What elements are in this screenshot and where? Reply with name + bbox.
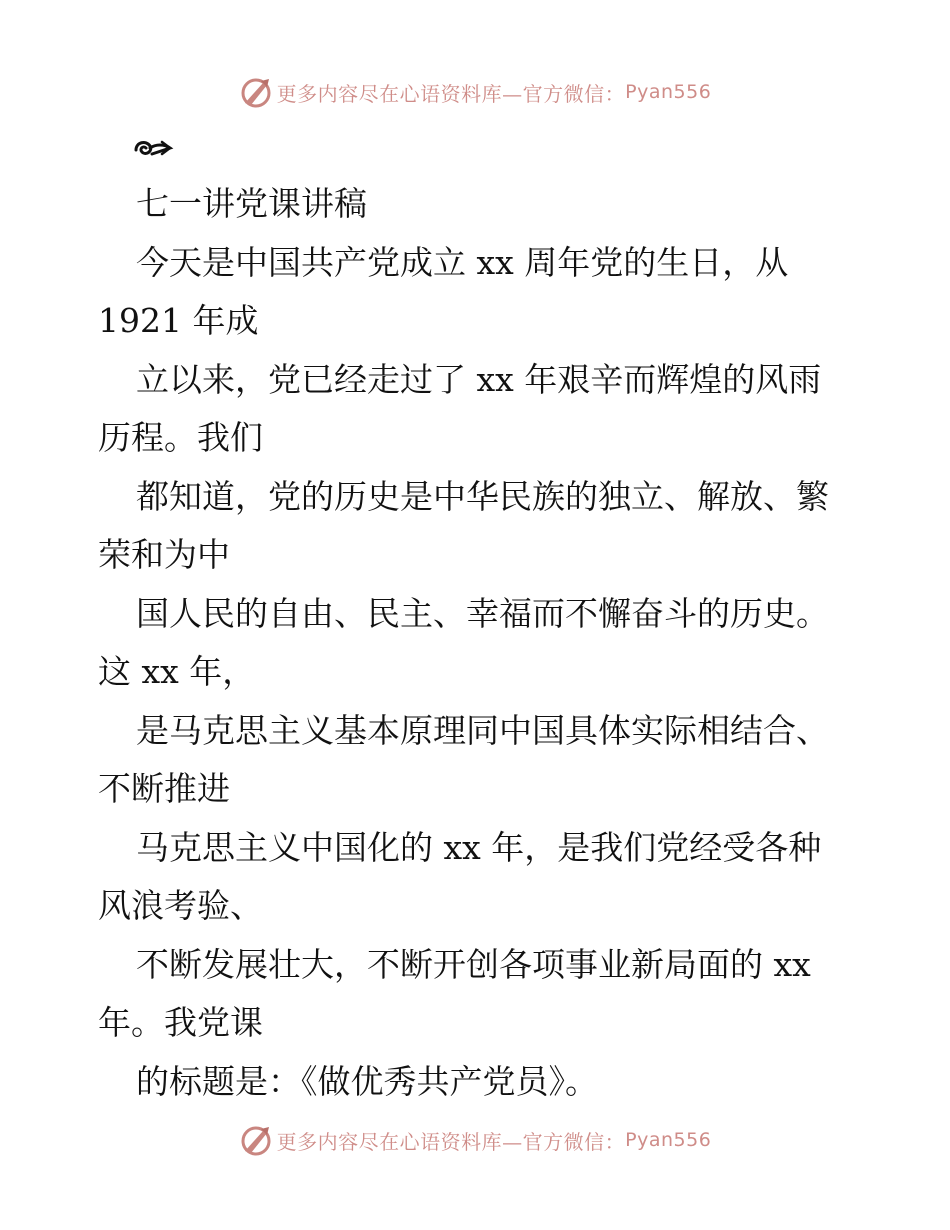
text-line: 荣和为中 [98,535,230,574]
text-line: 是马克思主义基本原理同中国具体实际相结合、 [136,711,829,750]
text-line: 不断推进 [98,769,230,808]
text-line: 年。我党课 [98,1003,263,1042]
document-title: 七一讲党课讲稿 [136,184,367,223]
text-line: 都知道，党的历史是中华民族的独立、解放、繁 [136,477,829,516]
text-line: 这 xx 年， [98,652,256,691]
text-line: 马克思主义中国化的 xx 年，是我们党经受各种 [136,828,822,867]
text-line: 立以来，党已经走过了 xx 年艰辛而辉煌的风雨 [136,360,822,399]
text-line: 历程。我们 [98,418,263,457]
text-line: 国人民的自由、民主、幸福而不懈奋斗的历史。 [136,594,829,633]
watermark-wechat-id: Pyan556 [625,1129,712,1151]
watermark-text: 更多内容尽在心语资料库—官方微信： [276,1129,626,1154]
text-line: 1921 年成 [98,301,259,340]
watermark-wechat-id: Pyan556 [625,81,712,103]
header-watermark [0,72,950,112]
pen-logo-icon [239,1123,273,1157]
fleuron-ornament-icon [132,136,174,162]
watermark-text: 更多内容尽在心语资料库—官方微信： [276,81,626,106]
text-line: 不断发展壮大，不断开创各项事业新局面的 xx [136,945,811,984]
text-line: 的标题是：《做优秀共产党员》。 [136,1062,598,1101]
footer-watermark [0,1120,950,1160]
text-line: 今天是中国共产党成立 xx 周年党的生日，从 [136,243,789,282]
text-line: 风浪考验、 [98,886,263,925]
pen-logo-icon [239,75,273,109]
